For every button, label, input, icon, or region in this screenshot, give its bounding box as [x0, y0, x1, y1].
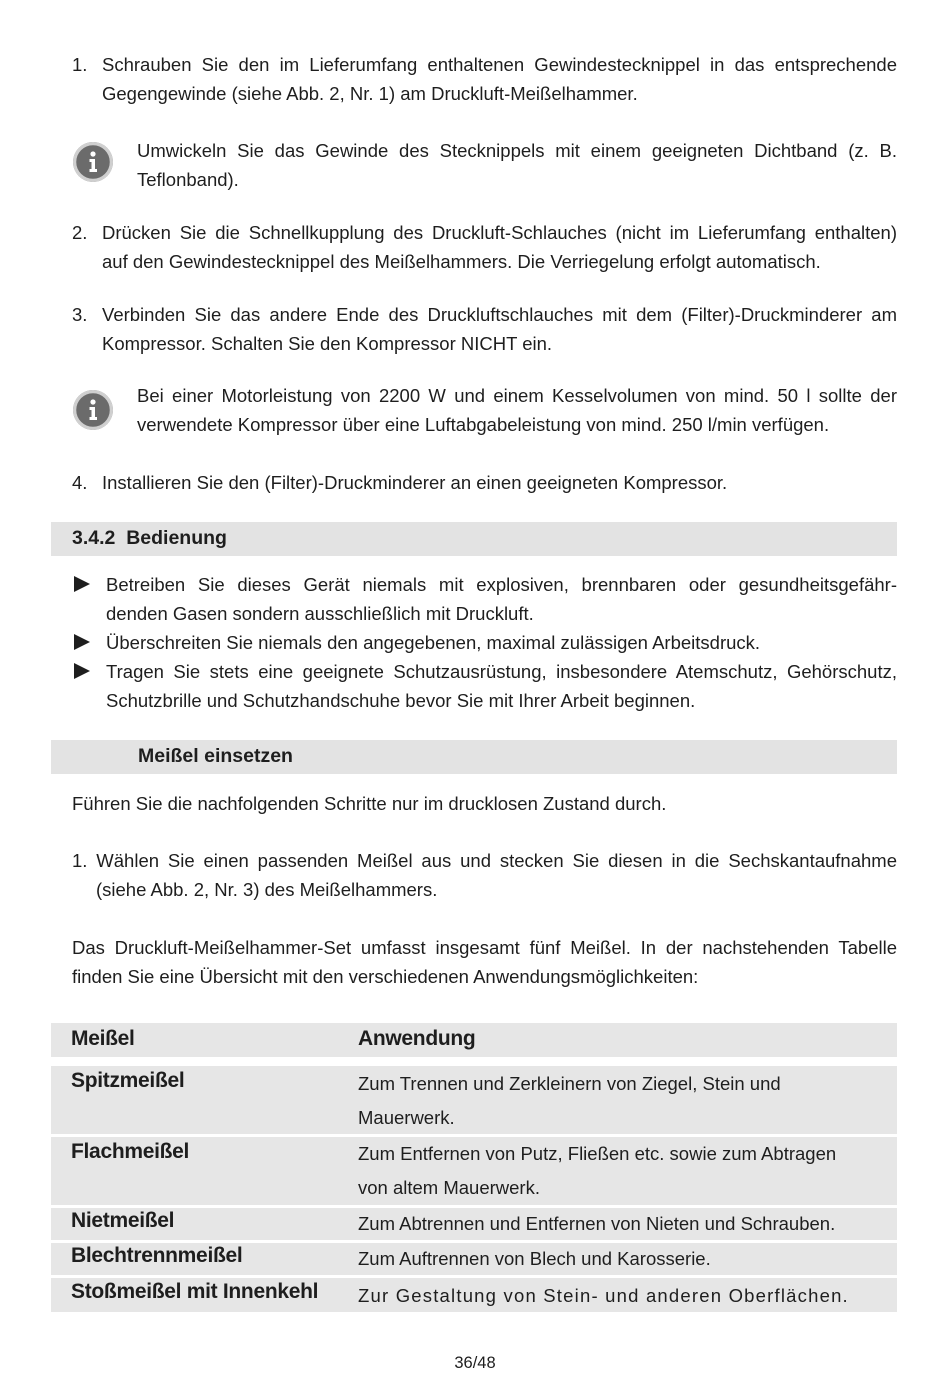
bullet-item [106, 628, 897, 657]
info-note-1 [137, 136, 897, 194]
bullet-2-line-1: Überschreiten Sie niemals den angegebenen, maximal zulässigen Arbeitsdruck. [106, 632, 761, 653]
set-description-line-2: finden Sie eine Übersicht mit den verschiedenen Anwendungsmöglichkeiten: [72, 966, 699, 987]
table-cell-use [358, 1279, 849, 1313]
table-cell-use [358, 1242, 711, 1276]
section-title-bedienung: 3.4.2 Bedienung [72, 527, 227, 549]
table-header-cell: Anwendung [358, 1027, 476, 1050]
meissel-step-1 [72, 846, 897, 904]
info-icon [73, 390, 113, 430]
table-cell-use [358, 1207, 835, 1241]
bullet-arrow-icon [74, 634, 90, 650]
bullet-3-line-1: Tragen Sie stets eine geeignete Schutzausrüstung, insbesondere Atemschutz, Gehörschutz, [106, 661, 897, 682]
step-3-text [102, 300, 897, 358]
step-2-line-1: Drücken Sie die Schnellkupplung des Druckluft-Schlauches (nicht im Lieferumfang enthalten) [102, 222, 897, 243]
table-cell-use-line: von altem Mauerwerk. [358, 1177, 540, 1198]
step-3-line-2: Kompressor. Schalten Sie den Kompressor NICHT ein. [102, 333, 553, 354]
step-number: 2. [72, 222, 88, 243]
step-number: 3. [72, 304, 88, 325]
step-4-text [102, 468, 897, 497]
bullet-item [106, 570, 897, 628]
bullet-arrow-icon [74, 663, 90, 679]
table-cell-name: Nietmeißel [71, 1209, 175, 1232]
step-number: 4. [72, 472, 88, 493]
step-number: 1. [72, 54, 88, 75]
table-cell-use-line: Zur Gestaltung von Stein- und anderen Oberflächen. [358, 1285, 849, 1306]
table-cell-use-line: Zum Abtrennen und Entfernen von Nieten und Schrauben. [358, 1213, 836, 1234]
step-1-line-2: Gegengewinde (siehe Abb. 2, Nr. 1) am Druckluft-Meißelhammer. [102, 83, 638, 104]
step-2-line-2: auf den Gewindestecknippel des Meißelhammers. Die Verriegelung erfolgt automatisch. [102, 251, 821, 272]
info-2-line-2: verwendete Kompressor über eine Luftabgabeleistung von mind. 250 l/min verfügen. [137, 414, 830, 435]
meissel-step-1-line-1: 1. Wählen Sie einen passenden Meißel aus und stecken Sie diesen in die Sechskantaufnahme [72, 850, 897, 871]
table-cell-name: Blechtrennmeißel [71, 1244, 243, 1267]
table-cell-name: Stoßmeißel mit Innenkehl [71, 1280, 319, 1303]
info-icon [73, 142, 113, 182]
bullet-item [106, 657, 897, 715]
info-1-line-2: Teflonband). [137, 169, 239, 190]
bullet-1-line-1: Betreiben Sie dieses Gerät niemals mit explosiven, brennbaren oder gesundheitsgefähr- [106, 574, 897, 595]
table-cell-name: Spitzmeißel [71, 1069, 185, 1092]
table-cell-name: Flachmeißel [71, 1140, 190, 1163]
table-cell-use [358, 1067, 781, 1135]
table-cell-use-line: Zum Entfernen von Putz, Fließen etc. sowie zum Abtragen [358, 1143, 837, 1164]
bullet-3-line-2: Schutzbrille und Schutzhandschuhe bevor Sie mit Ihrer Arbeit beginnen. [106, 690, 696, 711]
set-description-line-1: Das Druckluft-Meißelhammer-Set umfasst insgesamt fünf Meißel. In der nachstehenden Tabelle [72, 937, 897, 958]
bullet-1-line-2: denden Gasen sondern ausschließlich mit Druckluft. [106, 603, 534, 624]
info-2-line-1: Bei einer Motorleistung von 2200 W und einem Kesselvolumen von mind. 50 l sollte der [137, 385, 897, 406]
info-1-line-1: Umwickeln Sie das Gewinde des Stecknippels mit einem geeigneten Dichtband (z. B. [137, 140, 897, 161]
step-3-line-1: Verbinden Sie das andere Ende des Druckluftschlauches mit dem (Filter)-Druckminderer am [102, 304, 897, 325]
page-number: 36/48 [454, 1354, 496, 1372]
section-title-meissel: Meißel einsetzen [138, 745, 293, 767]
step-2-text [102, 218, 897, 276]
step-1-text [102, 50, 897, 108]
step-1-line-1: Schrauben Sie den im Lieferumfang enthaltenen Gewindestecknippel in das entsprechende [102, 54, 897, 75]
bullet-arrow-icon [74, 576, 90, 592]
table-cell-use-line: Zum Auftrennen von Blech und Karosserie. [358, 1248, 711, 1269]
table-cell-use-line: Zum Trennen und Zerkleinern von Ziegel, Stein und [358, 1073, 781, 1094]
meissel-step-1-line-2: (siehe Abb. 2, Nr. 3) des Meißelhammers. [96, 879, 438, 900]
table-header-cell: Meißel [71, 1027, 135, 1050]
intro-text: Führen Sie die nachfolgenden Schritte nur im drucklosen Zustand durch. [72, 793, 667, 814]
step-4-line-1: Installieren Sie den (Filter)-Druckminderer an einen geeigneten Kompressor. [102, 472, 728, 493]
info-note-2 [137, 381, 897, 439]
set-description [72, 933, 897, 991]
table-cell-use-line: Mauerwerk. [358, 1107, 455, 1128]
table-cell-use [358, 1137, 836, 1205]
